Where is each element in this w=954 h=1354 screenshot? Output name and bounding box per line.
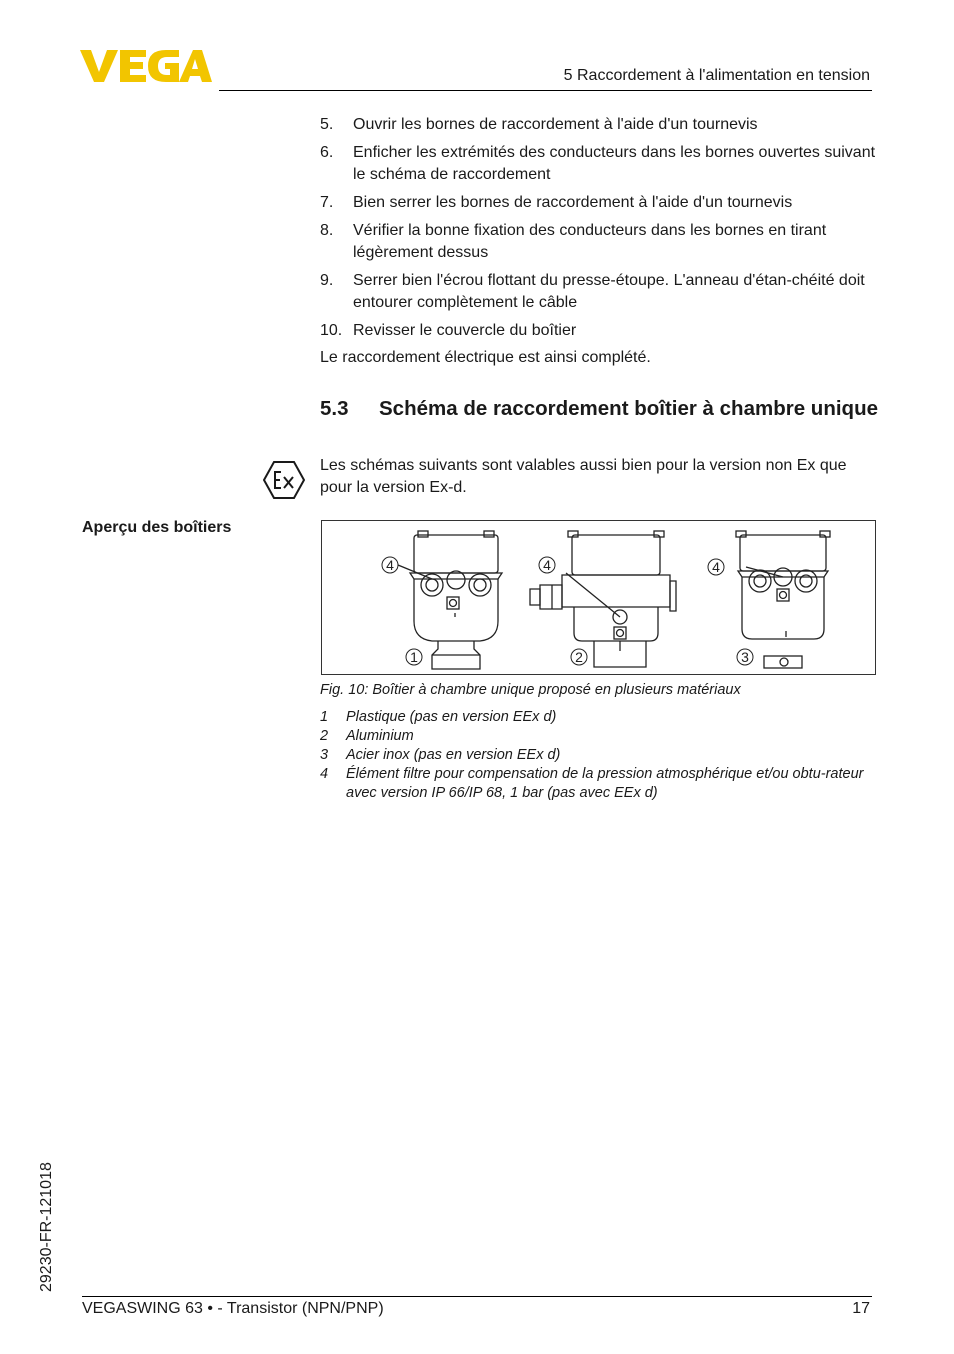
- header-divider: [219, 90, 872, 91]
- section-heading: [320, 396, 880, 422]
- document-id: 29230-FR-121018: [38, 1162, 55, 1292]
- header-section-title: 5 Raccordement à l'alimentation en tension: [563, 67, 870, 84]
- aluminium-housing-drawing: [530, 531, 676, 667]
- section-number: 5.3: [320, 397, 349, 420]
- steps-list: [320, 114, 880, 348]
- plastic-label: 1: [410, 649, 418, 665]
- section-title: Schéma de raccordement boîtier à chambre unique: [379, 397, 878, 420]
- completion-text: Le raccordement électrique est ainsi complété.: [320, 349, 651, 366]
- list-item: 9. Serrer bien l'écrou flottant du presse-étoupe. L'anneau d'étan-chéité doit entourer complètement le câble: [320, 272, 865, 311]
- aluminium-label: 2: [575, 649, 583, 665]
- footer-divider: [82, 1296, 872, 1297]
- figure-legend: [320, 708, 880, 803]
- housing-figure: [321, 520, 876, 675]
- list-item: 8. Vérifier la bonne fixation des conducteurs dans les bornes en tirant légèrement dessus: [320, 222, 827, 261]
- footer-product: VEGASWING 63 • - Transistor (NPN/PNP): [82, 1300, 384, 1317]
- list-item: 5. Ouvrir les bornes de raccordement à l'aide d'un tournevis: [320, 116, 758, 133]
- section-intro: Les schémas suivants sont valables aussi bien pour la version non Ex que pour la version Ex-d.: [320, 457, 847, 496]
- filter-label-2: 4: [543, 557, 551, 573]
- list-item: 4 Élément filtre pour compensation de la pression atmosphérique et/ou obtu-rateur avec version IP 66/IP 68, 1 bar (pas avec EEx d): [320, 766, 864, 801]
- list-item: 1 Plastique (pas en version EEx d): [320, 709, 557, 725]
- figure-caption: Fig. 10: Boîtier à chambre unique proposé en plusieurs matériaux: [320, 682, 741, 698]
- page-number: 17: [852, 1300, 870, 1317]
- vega-logo: [80, 50, 212, 89]
- side-label: Aperçu des boîtiers: [82, 519, 232, 536]
- filter-label-3: 4: [712, 559, 720, 575]
- list-item: 10. Revisser le couvercle du boîtier: [320, 322, 577, 339]
- list-item: 6. Enficher les extrémités des conducteurs dans les bornes ouvertes suivant le schéma de raccordement: [320, 144, 876, 183]
- steel-label: 3: [741, 649, 749, 665]
- ex-hexagon-icon: [263, 461, 305, 504]
- list-item: 2 Aluminium: [320, 728, 414, 744]
- list-item: 7. Bien serrer les bornes de raccordement à l'aide d'un tournevis: [320, 194, 793, 211]
- steel-housing-drawing: [736, 531, 830, 668]
- list-item: 3 Acier inox (pas en version EEx d): [320, 747, 561, 763]
- filter-label-1: 4: [386, 557, 394, 573]
- plastic-housing-drawing: [410, 531, 502, 669]
